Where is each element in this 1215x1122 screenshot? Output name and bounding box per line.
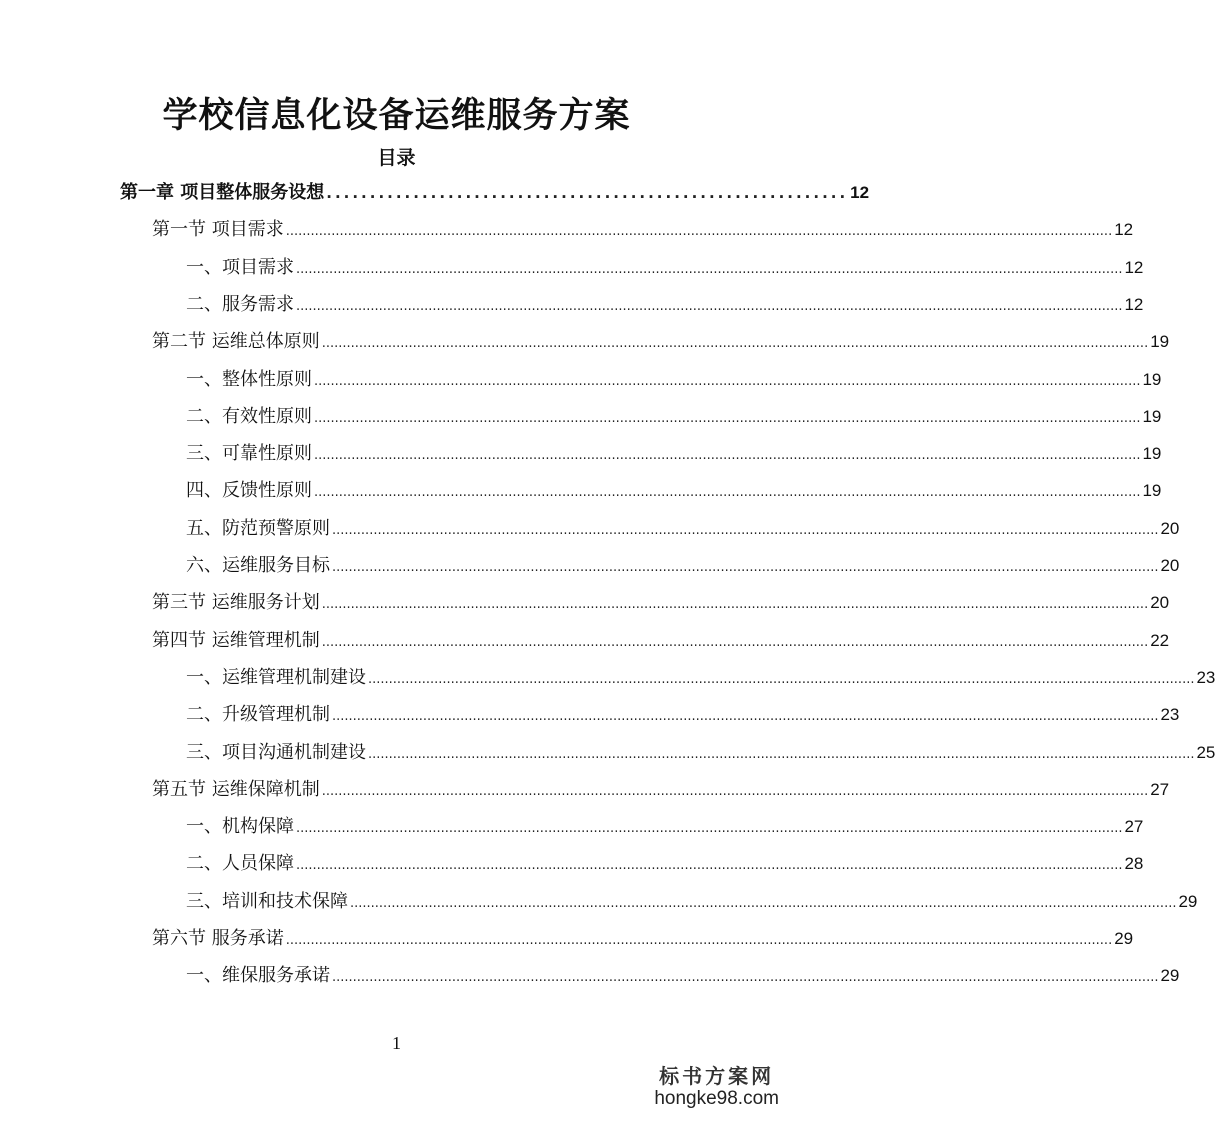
toc-entry-label: 第一节 项目需求 — [152, 219, 284, 241]
toc-entry-page: 12 — [1124, 257, 1144, 277]
toc-entry[interactable] — [186, 514, 1180, 544]
toc-leader-dots: ........................................................................................................................................................................................................ — [296, 261, 1123, 277]
toc-entry-page: 25 — [1196, 742, 1215, 762]
toc-leader-dots: ........................................................................................................................................................................................................ — [314, 373, 1141, 389]
toc-leader-dots: ........................................................................................................................................................................................................ — [321, 336, 1149, 352]
toc-leader-dots: ........................................................................................................................................................................................................ — [314, 410, 1141, 426]
toc-entry[interactable] — [152, 327, 1170, 357]
toc-entry-page: 20 — [1160, 518, 1180, 538]
toc-leader-dots: ............................................................ — [326, 184, 849, 202]
toc-entry-label: 二、升级管理机制 — [186, 704, 330, 726]
toc-leader-dots: ........................................................................................................................................................................................................ — [321, 634, 1149, 650]
toc-leader-dots: ........................................................................................................................................................................................................ — [296, 858, 1123, 874]
toc-entry-page: 22 — [1150, 630, 1170, 650]
toc-entry-page: 23 — [1160, 705, 1180, 725]
toc-leader-dots: ........................................................................................................................................................................................................ — [314, 485, 1141, 501]
toc-entry[interactable] — [186, 476, 1162, 506]
toc-entry-page: 12 — [850, 183, 870, 202]
toc-entry-label: 第二节 运维总体原则 — [152, 331, 320, 353]
toc-entry-label: 二、服务需求 — [186, 293, 294, 315]
toc-leader-dots: ........................................................................................................................................................................................................ — [350, 895, 1177, 911]
toc-entry[interactable] — [186, 439, 1162, 469]
toc-entry[interactable] — [186, 253, 1144, 283]
toc-entry[interactable] — [186, 812, 1144, 842]
toc-entry[interactable] — [186, 961, 1180, 991]
toc-entry[interactable] — [186, 551, 1180, 581]
toc-leader-dots: ........................................................................................................................................................................................................ — [321, 597, 1149, 613]
toc-heading: 目录 — [377, 147, 416, 169]
toc-leader-dots: ........................................................................................................................................................................................................ — [368, 671, 1195, 687]
toc-entry-page: 19 — [1142, 406, 1162, 426]
toc-entry[interactable] — [186, 402, 1162, 432]
toc-entry-label: 三、可靠性原则 — [186, 443, 312, 465]
toc-entry-label: 第六节 服务承诺 — [152, 928, 284, 949]
toc-leader-dots: ........................................................................................................................................................................................................ — [332, 970, 1159, 986]
toc-entry-label: 第五节 运维保障机制 — [152, 778, 320, 800]
toc-entry-page: 29 — [1114, 929, 1134, 948]
toc-entry-page: 20 — [1150, 593, 1170, 613]
toc-entry-page: 27 — [1150, 779, 1170, 799]
toc-entry-page: 12 — [1124, 294, 1144, 314]
toc-entry[interactable] — [152, 215, 1134, 245]
watermark-name: 标书方案网 — [659, 1064, 775, 1088]
toc-entry-label: 六、运维服务目标 — [186, 555, 330, 576]
toc-entry[interactable] — [186, 365, 1162, 395]
toc-leader-dots: ........................................................................................................................................................................................................ — [285, 933, 1113, 948]
toc-entry-label: 四、反馈性原则 — [186, 480, 312, 502]
toc-entry-label: 一、维保服务承诺 — [186, 965, 330, 987]
toc-leader-dots: ........................................................................................................................................................................................................ — [314, 448, 1141, 464]
toc-entry-label: 第四节 运维管理机制 — [152, 629, 320, 651]
toc-entry[interactable] — [152, 626, 1170, 656]
toc-entry-page: 29 — [1160, 966, 1180, 986]
toc-entry-label: 一、整体性原则 — [186, 368, 312, 390]
toc-entry-label: 一、机构保障 — [186, 816, 294, 838]
toc-entry-page: 28 — [1124, 854, 1144, 874]
toc-leader-dots: ........................................................................................................................................................................................................ — [332, 709, 1159, 725]
toc-leader-dots: ........................................................................................................................................................................................................ — [321, 783, 1149, 799]
toc-entry-page: 20 — [1160, 556, 1180, 575]
toc-entry-page: 19 — [1142, 481, 1162, 501]
watermark-logo — [654, 1064, 779, 1110]
toc-entry-label: 第三节 运维服务计划 — [152, 592, 320, 614]
toc-entry[interactable] — [120, 178, 870, 208]
toc-entry[interactable] — [152, 924, 1134, 954]
toc-entry-label: 三、培训和技术保障 — [186, 890, 348, 912]
toc-leader-dots: ........................................................................................................................................................................................................ — [368, 746, 1195, 762]
toc-entry-label: 第一章 项目整体服务设想 — [120, 182, 325, 203]
toc-entry-page: 23 — [1196, 667, 1215, 687]
watermark-url: hongke98.com — [654, 1088, 779, 1109]
toc-entry[interactable] — [186, 290, 1144, 320]
toc-entry[interactable] — [152, 775, 1170, 805]
toc-entry-label: 三、项目沟通机制建设 — [186, 741, 366, 763]
toc-entry-label: 一、运维管理机制建设 — [186, 666, 366, 688]
toc-entry[interactable] — [152, 588, 1170, 618]
toc-entry-page: 19 — [1142, 444, 1162, 464]
toc-leader-dots: ........................................................................................................................................................................................................ — [296, 298, 1123, 314]
toc-entry-label: 五、防范预警原则 — [186, 517, 330, 539]
toc-entry[interactable] — [186, 887, 1198, 917]
toc-leader-dots: ........................................................................................................................................................................................................ — [285, 224, 1113, 240]
toc-entry-page: 12 — [1114, 220, 1134, 240]
document-title: 学校信息化设备运维服务方案 — [162, 96, 631, 136]
toc-entry[interactable] — [186, 663, 1215, 693]
toc-entry[interactable] — [186, 738, 1215, 768]
toc-leader-dots: ........................................................................................................................................................................................................ — [332, 522, 1159, 538]
toc-entry-page: 19 — [1150, 332, 1170, 352]
toc-entry-label: 二、有效性原则 — [186, 405, 312, 427]
toc-entry-page: 27 — [1124, 817, 1144, 837]
toc-entry-page: 29 — [1178, 891, 1198, 911]
toc-entry[interactable] — [186, 700, 1180, 730]
toc-entry[interactable] — [186, 849, 1144, 879]
toc-entry-label: 一、项目需求 — [186, 256, 294, 278]
page-number: 1 — [392, 1033, 401, 1053]
toc-leader-dots: ........................................................................................................................................................................................................ — [296, 821, 1123, 837]
toc-entry-page: 19 — [1142, 369, 1162, 389]
toc-entry-label: 二、人员保障 — [186, 853, 294, 875]
toc-leader-dots: ........................................................................................................................................................................................................ — [332, 560, 1159, 575]
